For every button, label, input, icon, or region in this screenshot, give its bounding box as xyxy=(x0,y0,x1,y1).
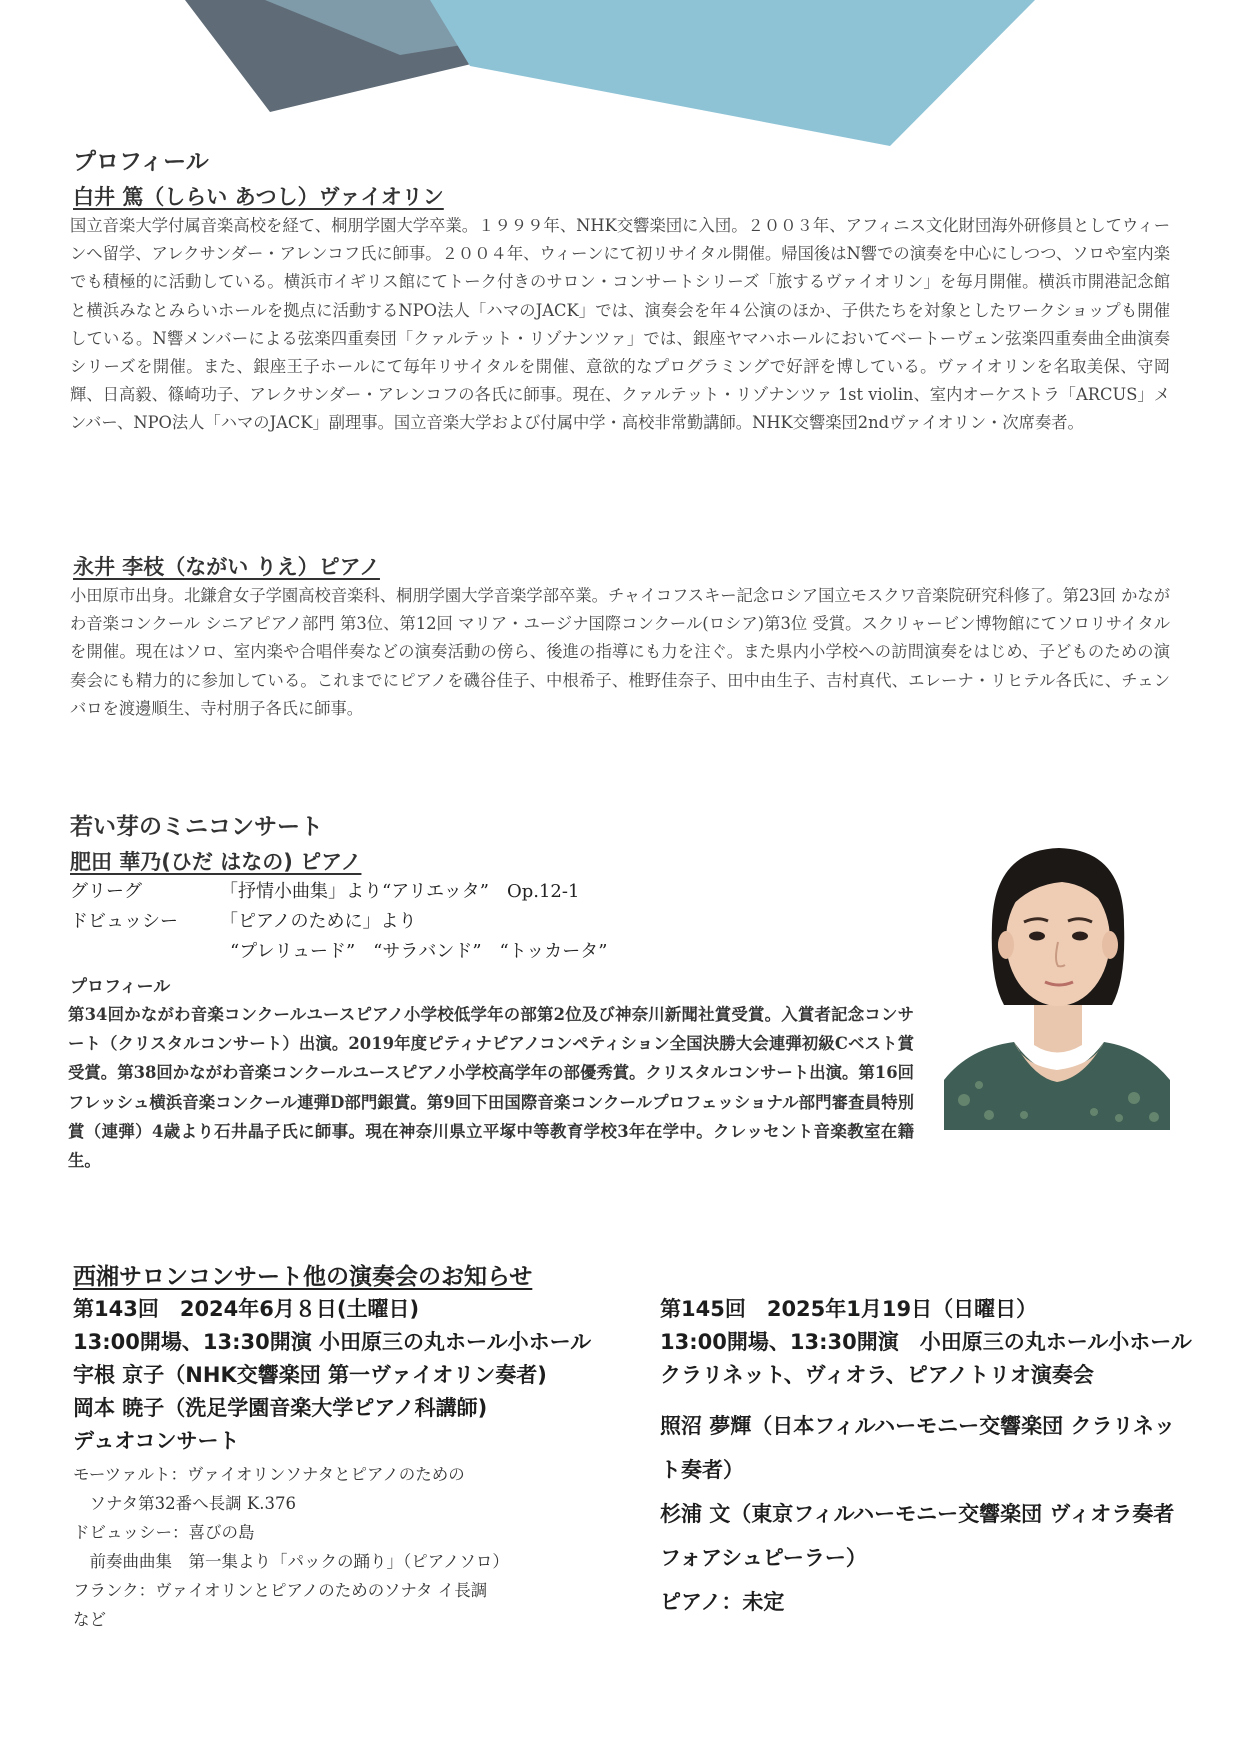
program-row xyxy=(70,907,930,937)
announcements-heading: 西湘サロンコンサート他の演奏会のお知らせ xyxy=(73,1264,533,1290)
shirai-bio: 国立音楽大学付属音楽高校を経て、桐朋学園大学卒業。１９９９年、NHK交響楽団に入団。２００３年、アフィニス文化財団海外研修員としてウィーンへ留学、アレクサンダー・アレンコフ氏に師事。２００４年、ウィーンにて初リサイタル開催。帰国後はN響での演奏を中心にしつつ、ソロや室内楽でも積極的に活動している。横浜市イギリス館にてトーク付きのサロン・コンサートシリーズ「旅するヴァイオリン」を毎月開催。横浜市開港記念館と横浜みなとみらいホールを拠点に活動するNPO法人「ハマのJACK」では、演奏会を年４公演のほか、子供たちを対象としたワークショップも開催している。N響メンバーによる弦楽四重奏団「クァルテット・リゾナンツァ」では、銀座ヤマハホールにおいてベートーヴェン弦楽四重奏曲全曲演奏シリーズを開催。また、銀座王子ホールにて毎年リサイタルを開催、意欲的なプログラミングで好評を博している。ヴァイオリンを名取美保、守岡輝、日高毅、篠崎功子、アレクサンダー・アレンコフの各氏に師事。現在、クァルテット・リゾナンツァ 1st violin、室内オーケストラ「ARCUS」メンバー、NPO法人「ハマのJACK」副理事。国立音楽大学および付属中学・高校非常勤講師。NHK交響楽団2ndヴァイオリン・次席奏者。 xyxy=(70,216,1170,433)
nagai-bio: 小田原市出身。北鎌倉女子学園高校音楽科、桐朋学園大学音楽学部卒業。チャイコフスキー記念ロシア国立モスクワ音楽院研究科修了。第23回 かながわ音楽コンクール シニアピアノ部門 第3位、第12回 マリア・ユージナ国際コンクール(ロシア)第3位 受賞。スクリャービン博物館にてソロリサイタルを開催。現在はソロ、室内楽や合唱伴奏などの演奏活動の傍ら、後進の指導にも力を注ぐ。また県内小学校への訪問演奏をはじめ、子どものための演奏会にも精力的に参加している。これまでにピアノを磯谷佳子、中根希子、椎野佳奈子、田中由生子、吉村真代、エレーナ・リヒテル各氏に、チェンバロを渡邊順生、寺村朋子各氏に師事。 xyxy=(70,586,1170,718)
program-composer: ドビュッシー xyxy=(70,911,178,932)
performer-name: 肥田 華乃(ひだ はなの) ピアノ xyxy=(70,850,362,874)
concert-145-piano: ピアノ：未定 xyxy=(660,1590,785,1614)
program-line: モーツァルト：ヴァイオリンソナタとピアノのための xyxy=(73,1465,465,1484)
program-line: ソナタ第32番へ長調 K.376 xyxy=(73,1494,296,1513)
mini-bio: 第34回かながわ音楽コンクールユースピアノ小学校低学年の部第2位及び神奈川新聞社賞受賞。入賞者記念コンサート（クリスタルコンサート）出演。2019年度ピティナピアノコンペティション全国決勝大会連弾初級Cベスト賞受賞。第38回かながわ音楽コンクールユースピアノ小学校高学年の部優秀賞。クリスタルコンサート出演。第16回フレッシュ横浜音楽コンクール連弾D部門銀賞。第9回下田国際音楽コンクールプロフェッショナル部門審査員特別賞（連弾）4歳より石井晶子氏に師事。現在神奈川県立平塚中等教育学校3年在学中。クレッセント音楽教室在籍生。 xyxy=(68,1005,914,1171)
header-decoration xyxy=(0,0,1240,160)
program-list xyxy=(70,877,930,967)
program-work: 「ピアノのために」より xyxy=(220,911,417,932)
concert-143-performer-1: 宇根 京子（NHK交響楽団 第一ヴァイオリン奏者) xyxy=(73,1363,547,1387)
program-work: 「抒情小曲集」より“アリエッタ” Op.12-1 xyxy=(220,881,580,902)
concert-145-performer-1: 照沼 夢輝（日本フィルハーモニー交響楽団 クラリネット奏者） xyxy=(660,1414,1176,1482)
program-work: “プレリュード” “サラバンド” “トッカータ” xyxy=(230,941,608,962)
mini-concert-heading: 若い芽のミニコンサート xyxy=(70,814,323,840)
performer-photo xyxy=(944,830,1170,1130)
program-line: フランク：ヴァイオリンとピアノのためのソナタ イ長調 xyxy=(73,1581,488,1600)
concert-145 xyxy=(660,1293,1200,1624)
light-shard xyxy=(430,0,1035,146)
concert-143-program xyxy=(73,1460,633,1634)
concert-145-title: クラリネット、ヴィオラ、ピアノトリオ演奏会 xyxy=(660,1363,1094,1387)
nagai-name: 永井 李枝（ながい りえ）ピアノ xyxy=(73,555,380,579)
mini-profile-label: プロフィール xyxy=(70,977,171,997)
concert-143 xyxy=(73,1293,633,1634)
concert-143-time: 13:00開場、13:30開演 小田原三の丸ホール小ホール xyxy=(73,1330,592,1354)
program-row xyxy=(70,877,930,907)
concert-145-date: 第145回 2025年1月19日（日曜日） xyxy=(660,1297,1038,1321)
profile-heading: プロフィール xyxy=(73,149,209,175)
concert-145-performer-2: 杉浦 文（東京フィルハーモニー交響楽団 ヴィオラ奏者 フォアシュピーラー） xyxy=(660,1502,1175,1570)
program-line: 前奏曲曲集 第一集より「パックの踊り」（ピアノソロ） xyxy=(73,1552,509,1571)
concert-143-date: 第143回 2024年6月８日(土曜日) xyxy=(73,1297,420,1321)
program-line: など xyxy=(73,1610,106,1629)
program-row xyxy=(70,937,930,967)
shirai-name: 白井 篤（しらい あつし）ヴァイオリン xyxy=(73,185,444,209)
portrait-illustration xyxy=(944,830,1170,1130)
concert-143-title: デュオコンサート xyxy=(73,1429,240,1453)
program-composer: グリーグ xyxy=(70,881,142,902)
concert-143-performer-2: 岡本 暁子（洗足学園音楽大学ピアノ科講師) xyxy=(73,1396,488,1420)
program-line: ドビュッシー：喜びの島 xyxy=(73,1523,255,1542)
concert-145-time: 13:00開場、13:30開演 小田原三の丸ホール小ホール xyxy=(660,1330,1192,1354)
